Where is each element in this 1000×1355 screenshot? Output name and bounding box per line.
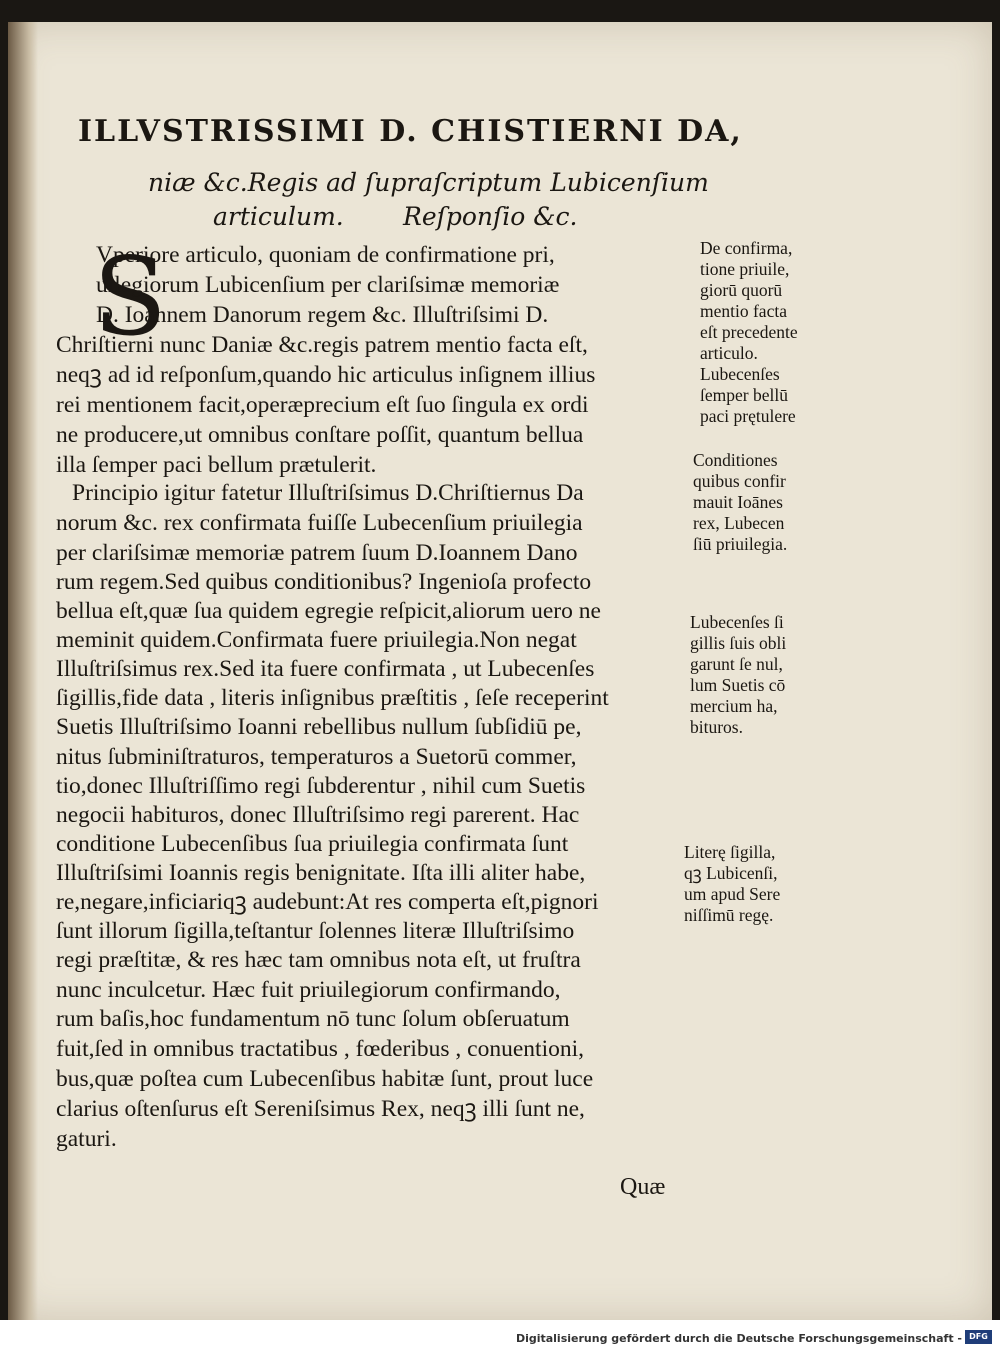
text-line: fuit,ſed in omnibus tractatibus , fœderibus , conuentioni, [56,1036,585,1062]
text-line: tio,donec Illuſtriſſimo regi ſubderentur , nihil cum Suetis [56,773,586,799]
margin-note-line: rex, Lubecen [693,513,785,533]
text-line: ſigillis,fide data , literis inſignibus præſtitis , ſeſe receperint [56,685,609,711]
text-line: Illuſtriſsimi Ioannis regis benignitate. Iſta illi aliter habe, [56,860,586,886]
margin-note-line: mercium ha, [690,696,778,716]
margin-note-line: Lubecenſes ſi [690,612,784,632]
margin-note-line: ſemper bellū [700,385,788,405]
margin-note-line: gillis ſuis obli [690,633,787,653]
margin-note-line: articulo. [700,343,758,363]
text-line: bus,quæ poſtea cum Lubecenſibus habitæ ſunt, prout luce [56,1066,594,1092]
text-line: nitus ſubminiſtraturos, temperaturos a Suetorū commer, [56,744,577,770]
text-line: regi præſtitæ, & res hæc tam omnibus nota eſt, ut fruſtra [56,947,581,973]
text-line: Suetis Illuſtriſsimo Ioanni rebellibus nullum ſubſidiū pe, [56,714,582,740]
margin-note-line: mauit Ioānes [693,492,783,512]
text-line: re,negare,inficiariqꝫ audebunt:At res comperta eſt,pignori [56,889,599,915]
text-line: uilegiorum Lubicenſium per clariſsimæ memoriæ [96,272,560,298]
text-line: rum regem.Sed quibus conditionibus? Ingenioſa profecto [56,569,592,595]
heading-line-1: ILLVSTRISSIMI D. CHISTIERNI DA, [78,114,743,149]
digitization-footer [0,1320,1000,1355]
margin-note-line: Lubecenſes [700,364,780,384]
funding-credit: Digitalisierung gefördert durch die Deutsche Forschungsgemeinschaft - [515,1332,962,1345]
margin-note-line: quibus confir [693,471,786,491]
text-line: D. Ioannem Danorum regem &c. Illuſtriſsimi D. [96,302,549,328]
heading-line-3b: Reſponſio &c. [403,202,578,231]
text-line: per clariſsimæ memoriæ patrem ſuum D.Ioannem Dano [56,540,578,566]
text-line: negocii habituros, donec Illuſtriſsimo regi parerent. Hac [56,802,580,828]
heading-line-2: niæ &c.Regis ad ſupraſcriptum Lubicenſium [148,168,709,197]
text-line: ſunt illorum ſigilla,teſtantur ſolennes literæ Illuſtriſsimo [56,918,575,944]
margin-note-line: paci prętulere [700,406,796,426]
margin-note-line: um apud Sere [684,884,781,904]
text-line: clarius oſtenſurus eſt Sereniſsimus Rex, neqꝫ illi ſunt ne, [56,1096,585,1122]
margin-note-line: niſſimū regę. [684,905,774,925]
text-line: bellua eſt,quæ ſua quidem egregie reſpicit,aliorum uero ne [56,598,601,624]
margin-note-line: qꝫ Lubicenſi, [684,863,778,883]
text-line: gaturi. [56,1126,117,1152]
margin-note-line: garunt ſe nul, [690,654,783,674]
text-line: Principio igitur fatetur Illuſtriſsimus D.Chriſtiernus Da [72,480,584,506]
margin-note-line: bituros. [690,717,743,737]
book-spine-shadow [8,22,38,1320]
margin-note-line: ſiū priuilegia. [693,534,788,554]
text-line: ne producere,ut omnibus conſtare poſſit, quantum bellua [56,422,584,448]
margin-note-line: giorū quorū [700,280,783,300]
book-page [8,22,992,1320]
margin-note-line: tione priuile, [700,259,790,279]
text-line: rum baſis,hoc fundamentum nō tunc ſolum obſeruatum [56,1006,570,1032]
margin-note-line: mentio facta [700,301,787,321]
text-line: Chriſtierni nunc Daniæ &c.regis patrem mentio facta eſt, [56,332,588,358]
text-line: Vperiore articulo, quoniam de confirmatione pri, [96,242,555,268]
text-line: neqꝫ ad id reſponſum,quando hic articulus inſignem illius [56,362,596,388]
margin-note-line: lum Suetis cō [690,675,786,695]
drop-capital: S [93,235,167,360]
heading-line-3a: articulum. [213,202,344,231]
text-line: meminit quidem.Confirmata fuere priuilegia.Non negat [56,627,577,653]
margin-note-line: Literę ſigilla, [684,842,776,862]
text-line: norum &c. rex confirmata fuiſſe Lubecenſium priuilegia [56,510,583,536]
text-line: Illuſtriſsimus rex.Sed ita fuere confirmata , ut Lubecenſes [56,656,595,682]
text-line: illa ſemper paci bellum prætulerit. [56,452,377,478]
text-line: conditione Lubecenſibus ſua priuilegia confirmata ſunt [56,831,569,857]
text-line: nunc inculcetur. Hæc fuit priuilegiorum confirmando, [56,977,561,1003]
margin-note-line: Conditiones [693,450,778,470]
catchword: Quæ [620,1174,666,1200]
margin-note-line: eſt precedente [700,322,798,342]
dfg-logo: DFG [965,1330,992,1344]
text-line: rei mentionem facit,operæprecium eſt ſuo ſingula ex ordi [56,392,589,418]
margin-note-line: De confirma, [700,238,793,258]
